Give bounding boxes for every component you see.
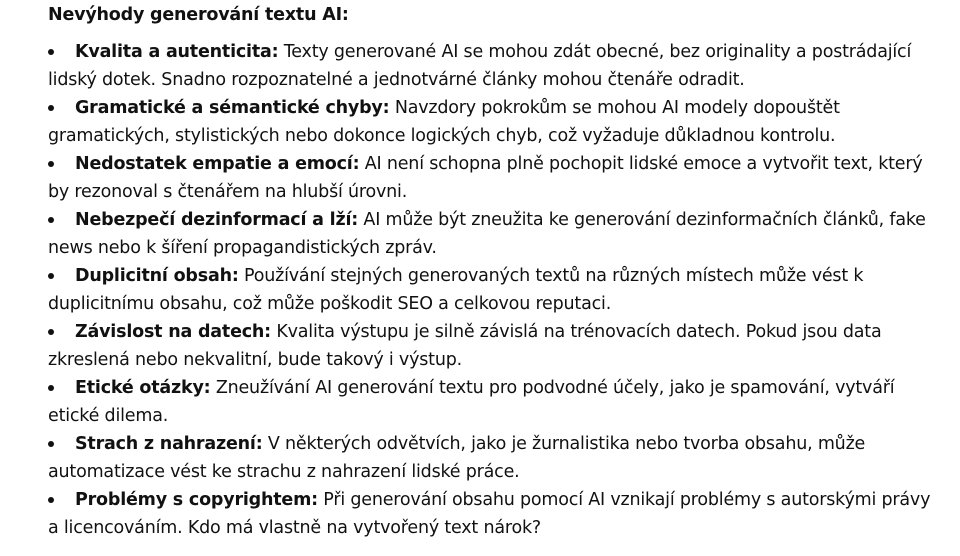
item-text: Používání stejných generovaných textů na různých místech může vést k duplicitnímu obsahu, což může poškodit SEO a celkovou reputaci. <box>48 266 864 314</box>
item-term: Gramatické a sémantické chyby: <box>75 98 390 118</box>
bullet-icon <box>48 161 54 167</box>
item-term: Nebezpečí dezinformací a lží: <box>75 210 359 230</box>
item-term: Závislost na datech: <box>75 322 271 342</box>
bullet-icon <box>48 441 54 447</box>
bullet-icon <box>48 49 54 55</box>
item-text: Kvalita výstupu je silně závislá na trénovacích datech. Pokud jsou data zkreslená nebo nekvalitní, bude takový i výstup. <box>48 322 882 370</box>
item-text: AI není schopna plně pochopit lidské emoce a vytvořit text, který by rezonoval s čtenářem na hlubší úrovni. <box>48 154 923 202</box>
item-text: V některých odvětvích, jako je žurnalistika nebo tvorba obsahu, může automatizace vést ke strachu z nahrazení lidské práce. <box>48 434 866 482</box>
list-item <box>48 486 944 542</box>
item-text: Navzdory pokrokům se mohou AI modely dopouštět gramatických, stylistických nebo dokonce logických chyb, což vyžaduje důkladnou kontrolu. <box>48 98 840 146</box>
item-text: Zneužívání AI generování textu pro podvodné účely, jako je spamování, vytváří etické dilema. <box>48 378 895 426</box>
item-term: Strach z nahrazení: <box>75 434 263 454</box>
bullet-icon <box>48 105 54 111</box>
bullet-icon <box>48 385 54 391</box>
item-term: Nedostatek empatie a emocí: <box>75 154 360 174</box>
item-text: AI může být zneužita ke generování dezinformačních článků, fake news nebo k šíření propagandistických zpráv. <box>48 210 926 258</box>
item-term: Problémy s copyrightem: <box>75 490 318 510</box>
item-term: Etické otázky: <box>75 378 211 398</box>
list-item <box>48 374 944 430</box>
bullet-icon <box>48 497 54 503</box>
bullet-icon <box>48 329 54 335</box>
list-item <box>48 318 944 374</box>
bullet-icon <box>48 273 54 279</box>
item-text: Texty generované AI se mohou zdát obecné, bez originality a postrádající lidský dotek. Snadno rozpoznatelné a jednotvárné články mohou čtenáře odradit. <box>48 42 912 90</box>
item-term: Kvalita a autenticita: <box>75 42 279 62</box>
section-heading: Nevýhody generování textu AI: <box>48 5 349 25</box>
list-item <box>48 206 944 262</box>
list-item <box>48 262 944 318</box>
list-item <box>48 430 944 486</box>
disadvantages-list <box>48 38 944 542</box>
list-item <box>48 150 944 206</box>
item-text: Při generování obsahu pomocí AI vznikají problémy s autorskými právy a licencováním. Kdo má vlastně na vytvořený text nárok? <box>48 490 931 538</box>
bullet-icon <box>48 217 54 223</box>
item-term: Duplicitní obsah: <box>75 266 239 286</box>
list-item <box>48 38 944 94</box>
list-item <box>48 94 944 150</box>
